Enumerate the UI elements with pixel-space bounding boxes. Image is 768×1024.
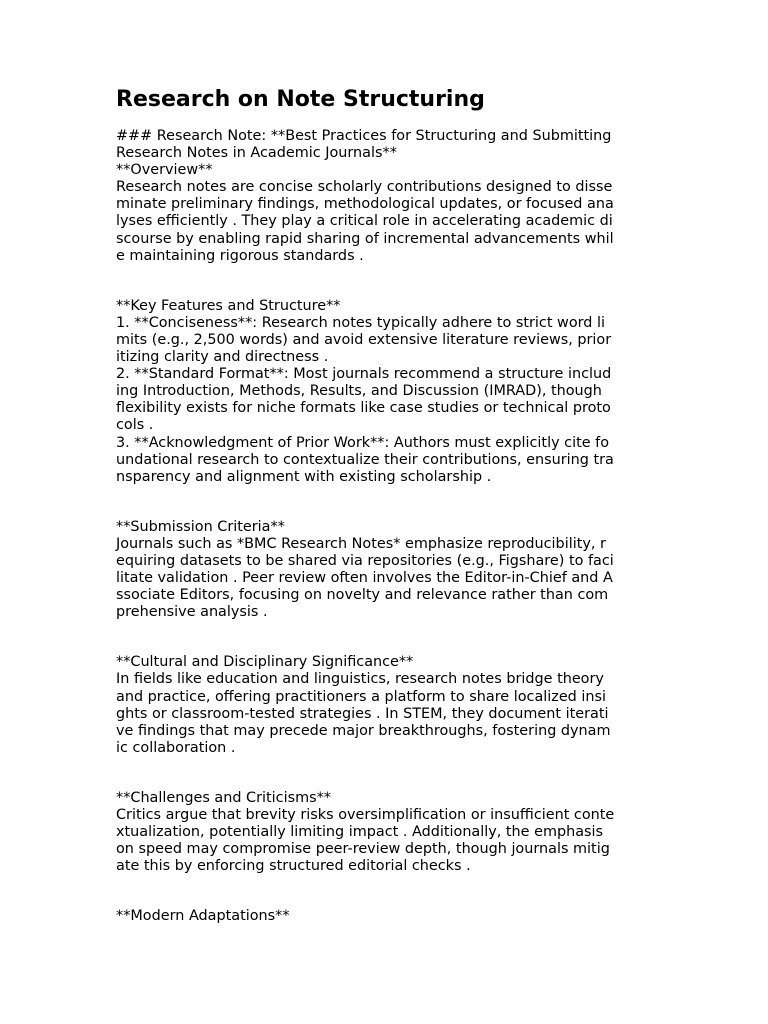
text-line: xtualization, potentially limiting impact . Additionally, the emphasis <box>116 824 604 841</box>
section-heading-line: **Submission Criteria** <box>116 518 285 535</box>
section-heading-line: **Modern Adaptations** <box>116 908 290 925</box>
text-line: Journals such as *BMC Research Notes* emphasize reproducibility, r <box>116 535 606 552</box>
section-modern-adaptations <box>116 908 656 925</box>
text-line: minate preliminary findings, methodological updates, or focused ana <box>116 196 614 213</box>
text-line: scourse by enabling rapid sharing of incremental advancements whil <box>116 230 614 247</box>
text-line: ing Introduction, Methods, Results, and Discussion (IMRAD), though <box>116 383 602 400</box>
text-line: litate validation . Peer review often involves the Editor-in-Chief and A <box>116 570 613 587</box>
text-line: e maintaining rigorous standards . <box>116 247 364 264</box>
text-line: 3. **Acknowledgment of Prior Work**: Authors must explicitly cite fo <box>116 434 610 451</box>
text-line: ghts or classroom-tested strategies . In STEM, they document iterati <box>116 705 609 722</box>
text-line: lyses efficiently . They play a critical role in accelerating academic di <box>116 213 613 230</box>
text-line: Research notes are concise scholarly contributions designed to disse <box>116 179 613 196</box>
text-line: Critics argue that brevity risks oversimplification or insufficient conte <box>116 807 615 823</box>
text-line: **Overview** <box>116 162 213 179</box>
section-submission-criteria <box>116 519 656 622</box>
text-line: nsparency and alignment with existing scholarship . <box>116 468 492 485</box>
section-heading-line: **Challenges and Criticisms** <box>116 789 331 806</box>
text-line: and practice, offering practitioners a platform to share localized insi <box>116 688 606 705</box>
document-title: Research on Note Structuring <box>116 87 485 112</box>
section-intro <box>116 128 656 265</box>
text-line: 2. **Standard Format**: Most journals recommend a structure includ <box>116 366 612 383</box>
section-heading-line: ### Research Note: **Best Practices for Structuring and Submitting <box>116 128 612 144</box>
document-page <box>116 86 656 958</box>
text-line: ic collaboration . <box>116 739 236 756</box>
text-line: equiring datasets to be shared via repositories (e.g., Figshare) to faci <box>116 552 614 569</box>
text-line: prehensive analysis . <box>116 604 268 621</box>
text-line: ve findings that may precede major breakthroughs, fostering dynam <box>116 722 611 739</box>
section-heading-line: **Cultural and Disciplinary Significance** <box>116 654 414 671</box>
section-cultural-significance <box>116 654 656 757</box>
text-line: mits (e.g., 2,500 words) and avoid extensive literature reviews, prior <box>116 331 612 348</box>
document-body <box>116 128 656 925</box>
section-heading-line: **Key Features and Structure** <box>116 297 341 314</box>
text-line: ssociate Editors, focusing on novelty and relevance rather than com <box>116 587 609 604</box>
text-line: Research Notes in Academic Journals** <box>116 145 397 162</box>
text-line: on speed may compromise peer-review depth, though journals mitig <box>116 841 610 858</box>
text-line: flexibility exists for niche formats like case studies or technical proto <box>116 400 611 417</box>
text-line: 1. **Conciseness**: Research notes typically adhere to strict word li <box>116 314 605 331</box>
text-line: ate this by enforcing structured editorial checks . <box>116 858 471 875</box>
section-challenges <box>116 790 656 875</box>
text-line: cols . <box>116 417 154 434</box>
section-key-features <box>116 298 656 486</box>
text-line: In fields like education and linguistics, research notes bridge theory <box>116 671 604 688</box>
text-line: itizing clarity and directness . <box>116 349 329 366</box>
text-line: undational research to contextualize their contributions, ensuring tra <box>116 451 614 468</box>
